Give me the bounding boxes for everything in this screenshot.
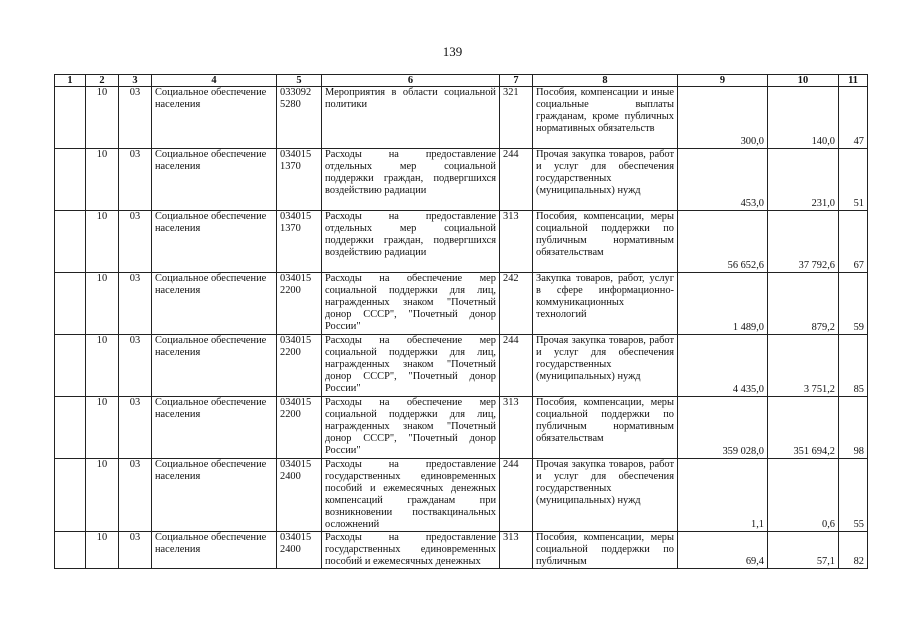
page-number: 139 (442, 44, 463, 59)
column-header: 8 (533, 75, 678, 87)
cell-section: 10 (86, 459, 119, 532)
cell-planned: 56 652,6 (678, 211, 768, 273)
cell-percent: 82 (839, 532, 868, 569)
cell-percent: 47 (839, 87, 868, 149)
cell-expense-type: 313 (500, 211, 533, 273)
cell-description: Расходы на обеспечение мер социальной поддержки для лиц, награжденных знаком "Почетный донор СССР", "Почетный донор России" (322, 273, 500, 335)
cell-target-code: 034015 2400 (277, 459, 322, 532)
column-header: 9 (678, 75, 768, 87)
cell-description: Расходы на обеспечение мер социальной поддержки для лиц, награжденных знаком "Почетный донор СССР", "Почетный донор России" (322, 335, 500, 397)
cell-expense-type: 244 (500, 149, 533, 211)
column-header: 2 (86, 75, 119, 87)
column-header: 1 (55, 75, 86, 87)
cell-expense-name: Прочая закупка товаров, работ и услуг для обеспечения государственных (муниципальных) нужд (533, 459, 678, 532)
cell-expense-name: Пособия, компенсации и иные социальные выплаты гражданам, кроме публичных нормативных обязательств (533, 87, 678, 149)
table-body (55, 87, 868, 569)
column-header: 7 (500, 75, 533, 87)
column-header: 6 (322, 75, 500, 87)
table-row (55, 273, 868, 335)
cell-executed: 57,1 (768, 532, 839, 569)
cell-subsection: 03 (119, 532, 152, 569)
cell-subsection: 03 (119, 87, 152, 149)
column-header: 5 (277, 75, 322, 87)
cell-percent: 51 (839, 149, 868, 211)
budget-table (54, 74, 868, 569)
cell-section: 10 (86, 397, 119, 459)
cell-description: Расходы на предоставление отдельных мер социальной поддержки граждан, подвергшихся воздействию радиации (322, 211, 500, 273)
cell-section: 10 (86, 532, 119, 569)
table-row (55, 397, 868, 459)
cell-name: Социальное обеспечение населения (152, 211, 277, 273)
cell-subsection: 03 (119, 397, 152, 459)
cell-expense-type: 244 (500, 459, 533, 532)
cell-target-code: 034015 2200 (277, 335, 322, 397)
cell-target-code: 034015 1370 (277, 211, 322, 273)
cell-index (55, 397, 86, 459)
cell-percent: 55 (839, 459, 868, 532)
cell-percent: 67 (839, 211, 868, 273)
cell-index (55, 87, 86, 149)
header-row (55, 75, 868, 87)
cell-section: 10 (86, 87, 119, 149)
cell-executed: 879,2 (768, 273, 839, 335)
cell-percent: 59 (839, 273, 868, 335)
cell-planned: 300,0 (678, 87, 768, 149)
cell-expense-name: Пособия, компенсации, меры социальной поддержки по публичным (533, 532, 678, 569)
cell-target-code: 034015 1370 (277, 149, 322, 211)
cell-expense-type: 321 (500, 87, 533, 149)
table-row (55, 532, 868, 569)
cell-description: Расходы на обеспечение мер социальной поддержки для лиц, награжденных знаком "Почетный донор СССР", "Почетный донор России" (322, 397, 500, 459)
cell-executed: 0,6 (768, 459, 839, 532)
cell-expense-type: 313 (500, 532, 533, 569)
cell-target-code: 034015 2400 (277, 532, 322, 569)
column-header: 11 (839, 75, 868, 87)
cell-subsection: 03 (119, 211, 152, 273)
cell-executed: 3 751,2 (768, 335, 839, 397)
cell-expense-name: Закупка товаров, работ, услуг в сфере информационно-коммуникационных технологий (533, 273, 678, 335)
cell-subsection: 03 (119, 459, 152, 532)
cell-name: Социальное обеспечение населения (152, 459, 277, 532)
cell-name: Социальное обеспечение населения (152, 273, 277, 335)
cell-subsection: 03 (119, 273, 152, 335)
cell-expense-type: 313 (500, 397, 533, 459)
cell-planned: 1 489,0 (678, 273, 768, 335)
cell-target-code: 034015 2200 (277, 397, 322, 459)
cell-planned: 359 028,0 (678, 397, 768, 459)
cell-expense-name: Пособия, компенсации, меры социальной поддержки по публичным нормативным обязательствам (533, 397, 678, 459)
cell-name: Социальное обеспечение населения (152, 149, 277, 211)
cell-target-code: 033092 5280 (277, 87, 322, 149)
cell-planned: 4 435,0 (678, 335, 768, 397)
column-header: 10 (768, 75, 839, 87)
cell-section: 10 (86, 149, 119, 211)
cell-section: 10 (86, 211, 119, 273)
cell-index (55, 532, 86, 569)
cell-expense-name: Прочая закупка товаров, работ и услуг для обеспечения государственных (муниципальных) нужд (533, 335, 678, 397)
cell-expense-name: Прочая закупка товаров, работ и услуг для обеспечения государственных (муниципальных) нужд (533, 149, 678, 211)
cell-percent: 85 (839, 335, 868, 397)
cell-subsection: 03 (119, 149, 152, 211)
cell-description: Расходы на предоставление государственных единовременных пособий и ежемесячных денежных компенсаций гражданам при возникновении поствакцинальных осложнений (322, 459, 500, 532)
cell-index (55, 335, 86, 397)
cell-planned: 69,4 (678, 532, 768, 569)
cell-index (55, 273, 86, 335)
cell-executed: 231,0 (768, 149, 839, 211)
cell-name: Социальное обеспечение населения (152, 397, 277, 459)
cell-target-code: 034015 2200 (277, 273, 322, 335)
table-row (55, 459, 868, 532)
cell-name: Социальное обеспечение населения (152, 335, 277, 397)
table-row (55, 335, 868, 397)
cell-subsection: 03 (119, 335, 152, 397)
cell-section: 10 (86, 335, 119, 397)
cell-section: 10 (86, 273, 119, 335)
column-header: 3 (119, 75, 152, 87)
cell-description: Мероприятия в области социальной политики (322, 87, 500, 149)
cell-planned: 453,0 (678, 149, 768, 211)
table-row (55, 149, 868, 211)
cell-name: Социальное обеспечение населения (152, 87, 277, 149)
cell-expense-type: 242 (500, 273, 533, 335)
cell-expense-name: Пособия, компенсации, меры социальной поддержки по публичным нормативным обязательствам (533, 211, 678, 273)
cell-executed: 140,0 (768, 87, 839, 149)
cell-index (55, 459, 86, 532)
cell-expense-type: 244 (500, 335, 533, 397)
cell-index (55, 149, 86, 211)
cell-planned: 1,1 (678, 459, 768, 532)
cell-executed: 37 792,6 (768, 211, 839, 273)
cell-name: Социальное обеспечение населения (152, 532, 277, 569)
cell-description: Расходы на предоставление отдельных мер социальной поддержки граждан, подвергшихся воздействию радиации (322, 149, 500, 211)
table-row (55, 211, 868, 273)
cell-description: Расходы на предоставление государственных единовременных пособий и ежемесячных денежных (322, 532, 500, 569)
cell-percent: 98 (839, 397, 868, 459)
column-header: 4 (152, 75, 277, 87)
cell-executed: 351 694,2 (768, 397, 839, 459)
table-row (55, 87, 868, 149)
cell-index (55, 211, 86, 273)
